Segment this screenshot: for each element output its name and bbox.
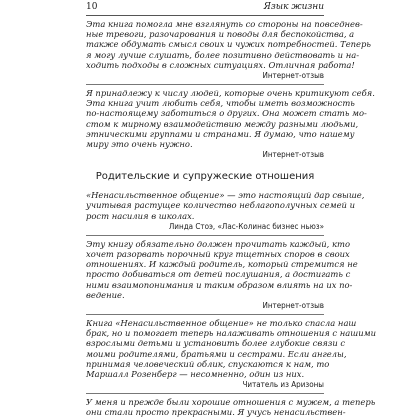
review-text xyxy=(86,19,371,70)
review-line: хочет разорвать порочный круг тщетных споров в своих xyxy=(86,249,350,260)
review-line: Маршалл Розенберг — несомненно, один из них. xyxy=(86,369,305,380)
review-line: Эту книгу обязательно должен прочитать каждый, кто xyxy=(86,238,350,249)
review-attribution: Интернет-отзыв xyxy=(262,150,324,160)
review-line: Книга «Ненасильственное общение» не только спасла наш xyxy=(86,318,357,329)
review-block xyxy=(86,16,371,85)
review-block xyxy=(86,394,376,418)
review-attribution: Интернет-отзыв xyxy=(86,71,324,85)
quote-attribution: Линда Стоэ, «Лас-Колинас бизнес ньюз» xyxy=(86,222,324,236)
review-text xyxy=(86,88,375,150)
reviews-top xyxy=(86,16,375,163)
page-content xyxy=(86,0,376,418)
review-attribution: Читатель из Аризоны xyxy=(86,380,324,394)
review-text xyxy=(86,318,376,380)
review-line: брак, но и помогает теперь налаживать отношения с нашими xyxy=(86,328,376,339)
review-line: взрослыми детьми и установить более глубокие связи с xyxy=(86,338,346,349)
review-block xyxy=(86,236,358,315)
review-attribution: Интернет-отзыв xyxy=(86,301,324,315)
review-line: У меня и прежде были хорошие отношения с мужем, а теперь xyxy=(86,397,376,408)
quote-line: рост насилия в школах. xyxy=(86,210,195,221)
review-line: также обдумать смысл своих и чужих потребностей. Теперь xyxy=(86,39,371,50)
page-number: 10 xyxy=(86,2,98,12)
review-text xyxy=(86,238,358,300)
review-line: Я принадлежу к числу людей, которые очень критикуют себя. xyxy=(86,88,375,99)
review-line: они стали просто прекрасными. Я учусь ненасильствен- xyxy=(86,407,346,418)
review-line: этническими группами и странами. Я думаю, что нашему xyxy=(86,128,355,139)
review-line: отношениях. И каждый родитель, который стремится не xyxy=(86,259,358,270)
review-line: просто добиваться от детей послушания, а достигать с xyxy=(86,269,351,280)
review-line: я могу лучше слушать, более позитивно действовать и на- xyxy=(86,49,360,60)
review-text xyxy=(86,397,376,418)
review-line: миру это очень нужно. xyxy=(86,139,193,150)
review-block xyxy=(86,315,376,394)
quote-line: «Ненасильственное общение» — это настоящий дар свыше, xyxy=(86,190,365,201)
review-line: ведение. xyxy=(86,289,125,300)
section-title: Родительские и супружеские отношения xyxy=(95,171,315,183)
review-block xyxy=(86,85,375,163)
review-line: Эта книга помогла мне взглянуть со стороны на повседнев- xyxy=(86,19,363,29)
quote-line: учитывая растущее количество неблагополучных семей и xyxy=(86,200,355,211)
review-line: ними взаимопонимания и таким образом влиять на их по- xyxy=(86,279,353,290)
review-line: ходить подходы в сложных ситуациях. Отличная работа! xyxy=(86,59,355,70)
review-line: Эта книга учит любить себя, чтобы иметь возможность xyxy=(86,98,355,109)
running-head-title: Язык жизни xyxy=(263,2,324,12)
review-line: моими родителями, братьями и сестрами. Если ангелы, xyxy=(86,348,347,359)
review-line: по-настоящему заботиться о других. Она может стать мо- xyxy=(86,108,367,119)
reviews-bottom xyxy=(86,236,376,418)
review-line: ные тревоги, разочарования и поводы для беспокойства, а xyxy=(86,29,355,40)
press-quote xyxy=(86,187,365,236)
review-line: принимая человеческий облик, спускаются к нам, то xyxy=(86,358,330,369)
review-line: стом к мирному взаимодействию между разными людьми, xyxy=(86,118,359,129)
running-head xyxy=(86,1,324,16)
quote-text xyxy=(86,190,365,221)
